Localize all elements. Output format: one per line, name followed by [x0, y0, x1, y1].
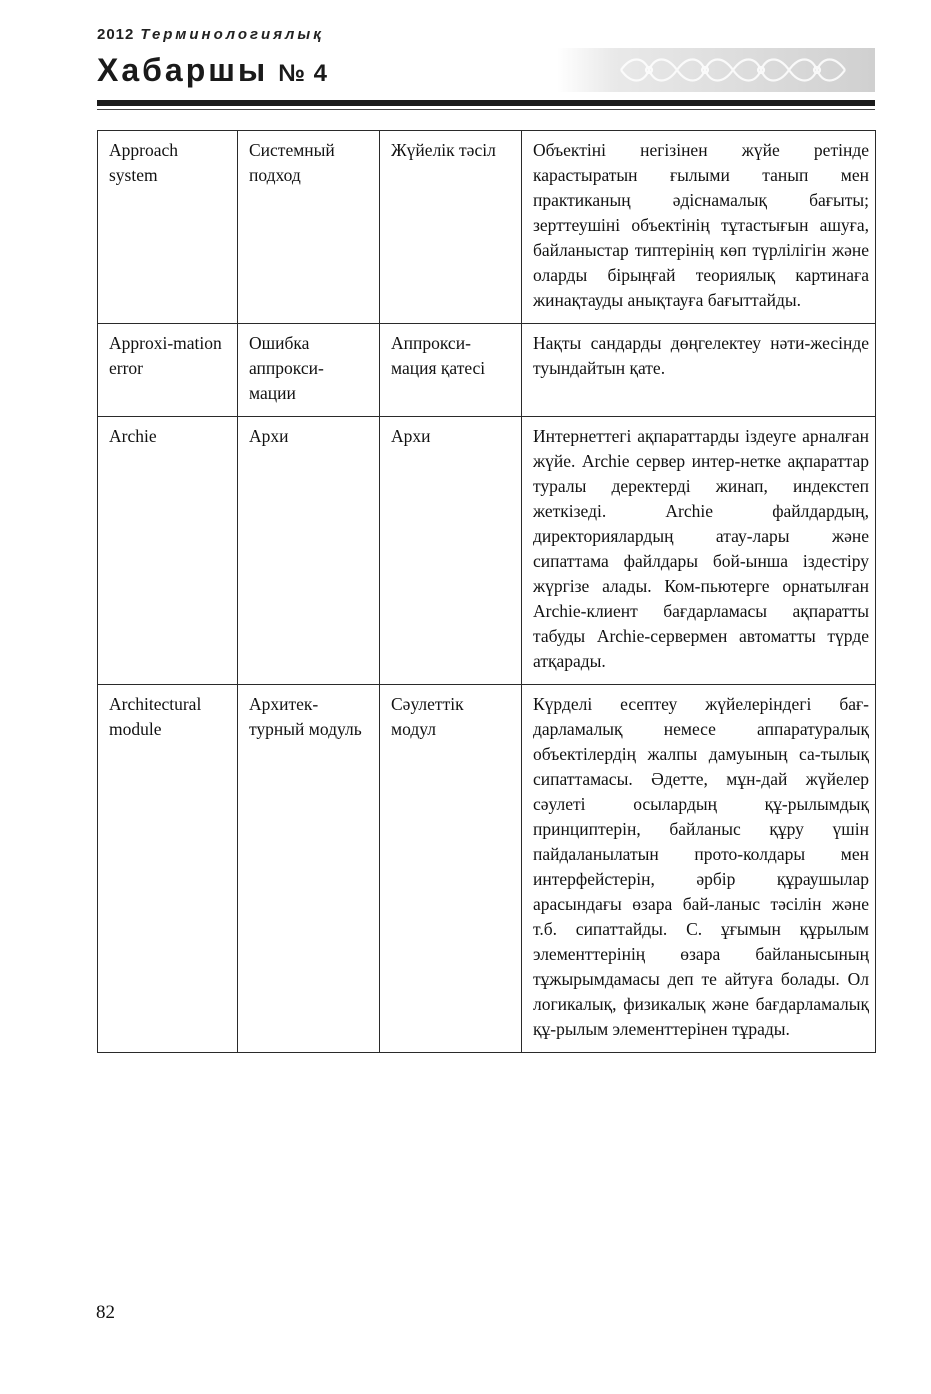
- term-english: Archie: [98, 417, 238, 685]
- ornament-pattern-icon: [617, 54, 857, 86]
- header-rule-thin: [97, 109, 875, 110]
- term-kazakh: Жүйелік тәсіл: [380, 131, 522, 324]
- header-rule-thick: [97, 100, 875, 106]
- term-russian: Архитек-турный модуль: [238, 685, 380, 1053]
- term-kazakh: Сәулеттік модул: [380, 685, 522, 1053]
- table-row: [98, 685, 876, 1053]
- term-kazakh: Архи: [380, 417, 522, 685]
- term-russian: Архи: [238, 417, 380, 685]
- journal-issue-number: № 4: [278, 60, 329, 87]
- term-definition: Объектіні негізінен жүйе ретінде карастыратын ғылыми танып мен практиканың әдіснамалық бағыты; зерттеушіні объектінің тұтастығын ашуға, байланыстар типтерінің көп түрлілігін және оларды бірыңғай теориялық картинаға жинақтауды анықтауға бағыттайды.: [522, 131, 876, 324]
- term-russian: Ошибка аппрокси-мации: [238, 324, 380, 417]
- term-definition: Күрделі есептеу жүйелеріндегі бағ-дарламалық немесе аппаратуралық объектілердің жалпы дамуының са-тылық сипаттамасы. Әдетте, мұн-дай жүйелер сәулеті осылардың құ-рылымдық принциптерін, байланыс құру үшін пайдаланылатын прото-колдары мен интерфейстерін, әрбір құраушылар арасындағы өзара бай-ланыс тәсілін және т.б. сипаттайды. С. ұғымын құрылым элементтерінің өзара байланысының тұжырымдамасы деп те айтуға болады. Ол логикалық, физикалық және бағдарламалық құ-рылым элементтерінен тұрады.: [522, 685, 876, 1053]
- term-definition: Интернеттегі ақпараттарды іздеуге арналған жүйе. Archie сервер интер-нетке ақпараттар туралы деректерді жинап, индекстеп жеткізеді. Archie файлдардың, директориялардың атау-лары және сипаттама файлдары бой-ынша іздестіру жүргізе алады. Ком-пьютерге орнатылған Archie-клиент бағдарламасы ақпаратты табуды Archie-сервермен автоматты түрде атқарады.: [522, 417, 876, 685]
- table-row: [98, 417, 876, 685]
- journal-header: [97, 22, 875, 122]
- journal-header-main: [97, 52, 328, 89]
- journal-header-top: [97, 26, 324, 43]
- table-row: [98, 131, 876, 324]
- header-ornament-band: [557, 48, 875, 92]
- table-row: [98, 324, 876, 417]
- term-english: Architectural module: [98, 685, 238, 1053]
- terminology-table: [97, 130, 876, 1053]
- term-definition: Нақты сандарды дөңгелектеу нәти-жесінде туындайтын қате.: [522, 324, 876, 417]
- journal-year: 2012: [97, 26, 135, 43]
- page-number: 82: [96, 1302, 115, 1323]
- term-kazakh: Аппрокси-мация қатесі: [380, 324, 522, 417]
- term-russian: Системный подход: [238, 131, 380, 324]
- term-english: Approach system: [98, 131, 238, 324]
- journal-title-line1: Терминологиялық: [140, 26, 324, 43]
- term-english: Approxi-mation error: [98, 324, 238, 417]
- journal-title-line2: Хабаршы: [97, 52, 269, 88]
